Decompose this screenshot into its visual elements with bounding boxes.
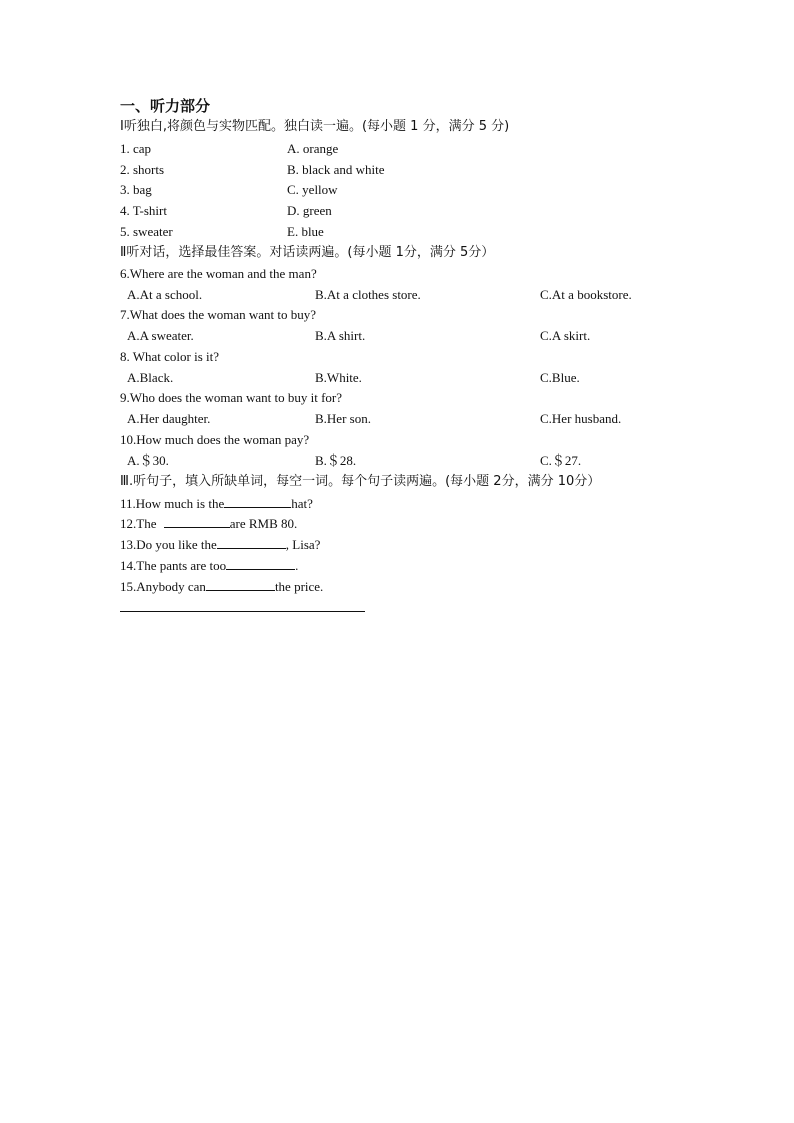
- option-b: B.At a clothes store.: [315, 287, 421, 302]
- option-c: C.＄27.: [540, 453, 582, 468]
- answer-blank[interactable]: [206, 578, 275, 591]
- sentence-end: , Lisa?: [285, 537, 321, 552]
- option-a: A.A sweater.: [127, 328, 194, 343]
- fill-sentence: [120, 536, 320, 553]
- match-item-left: 2. shorts: [120, 162, 165, 177]
- match-item-left: 4. T-shirt: [120, 203, 167, 218]
- answer-blank[interactable]: [217, 536, 286, 549]
- fill-sentence: [120, 578, 323, 595]
- section-2-title: Ⅱ听对话，选择最佳答案。对话读两遍。(每小题 1分，满分 5分）: [120, 245, 495, 260]
- option-b: B.A shirt.: [315, 328, 366, 343]
- fill-sentence: [120, 495, 313, 512]
- option-a: A.At a school.: [127, 287, 203, 302]
- sentence-start: 14.The pants are too: [120, 558, 227, 573]
- match-item-right: B. black and white: [287, 162, 385, 177]
- option-c: C.A skirt.: [540, 328, 591, 343]
- section-1-title: Ⅰ听独白,将颜色与实物匹配。独白读一遍。(每小题 1 分，满分 5 分): [120, 119, 510, 134]
- sentence-start: 15.Anybody can: [120, 579, 206, 594]
- sentence-end: .: [295, 558, 299, 573]
- match-item-right: C. yellow: [287, 182, 338, 197]
- match-item-right: A. orange: [287, 141, 339, 156]
- option-b: B.White.: [315, 370, 362, 385]
- option-c: C.Blue.: [540, 370, 580, 385]
- match-item-left: 1. cap: [120, 141, 152, 156]
- question-text: 6.Where are the woman and the man?: [120, 266, 317, 281]
- question-text: 10.How much does the woman pay?: [120, 432, 310, 447]
- fill-sentence: [120, 515, 297, 532]
- option-a: A.Her daughter.: [127, 411, 211, 426]
- option-a: A.Black.: [127, 370, 174, 385]
- sentence-start: 11.How much is the: [120, 496, 225, 511]
- match-item-right: E. blue: [287, 224, 324, 239]
- question-text: 9.Who does the woman want to buy it for?: [120, 390, 343, 405]
- option-c: C.Her husband.: [540, 411, 622, 426]
- answer-blank[interactable]: [164, 515, 230, 528]
- answer-blank[interactable]: [224, 495, 291, 508]
- sentence-start: 12.The: [120, 516, 160, 531]
- sentence-start: 13.Do you like the: [120, 537, 217, 552]
- question-text: 8. What color is it?: [120, 349, 220, 364]
- option-a: A.＄30.: [127, 453, 169, 468]
- match-item-right: D. green: [287, 203, 332, 218]
- sentence-end: are RMB 80.: [229, 516, 298, 531]
- answer-blank[interactable]: [226, 557, 295, 570]
- section-heading: 一、听力部分: [120, 97, 211, 115]
- divider-rule: [120, 611, 365, 612]
- section-3-title: Ⅲ.听句子，填入所缺单词，每空一词。每个句子读两遍。(每小题 2分，满分 10分）: [120, 474, 601, 489]
- sentence-end: the price.: [274, 579, 324, 594]
- fill-sentence: [120, 557, 298, 574]
- sentence-end: hat?: [291, 496, 313, 511]
- option-b: B.Her son.: [315, 411, 371, 426]
- match-item-left: 5. sweater: [120, 224, 173, 239]
- match-item-left: 3. bag: [120, 182, 152, 197]
- question-text: 7.What does the woman want to buy?: [120, 307, 317, 322]
- option-b: B.＄28.: [315, 453, 357, 468]
- option-c: C.At a bookstore.: [540, 287, 632, 302]
